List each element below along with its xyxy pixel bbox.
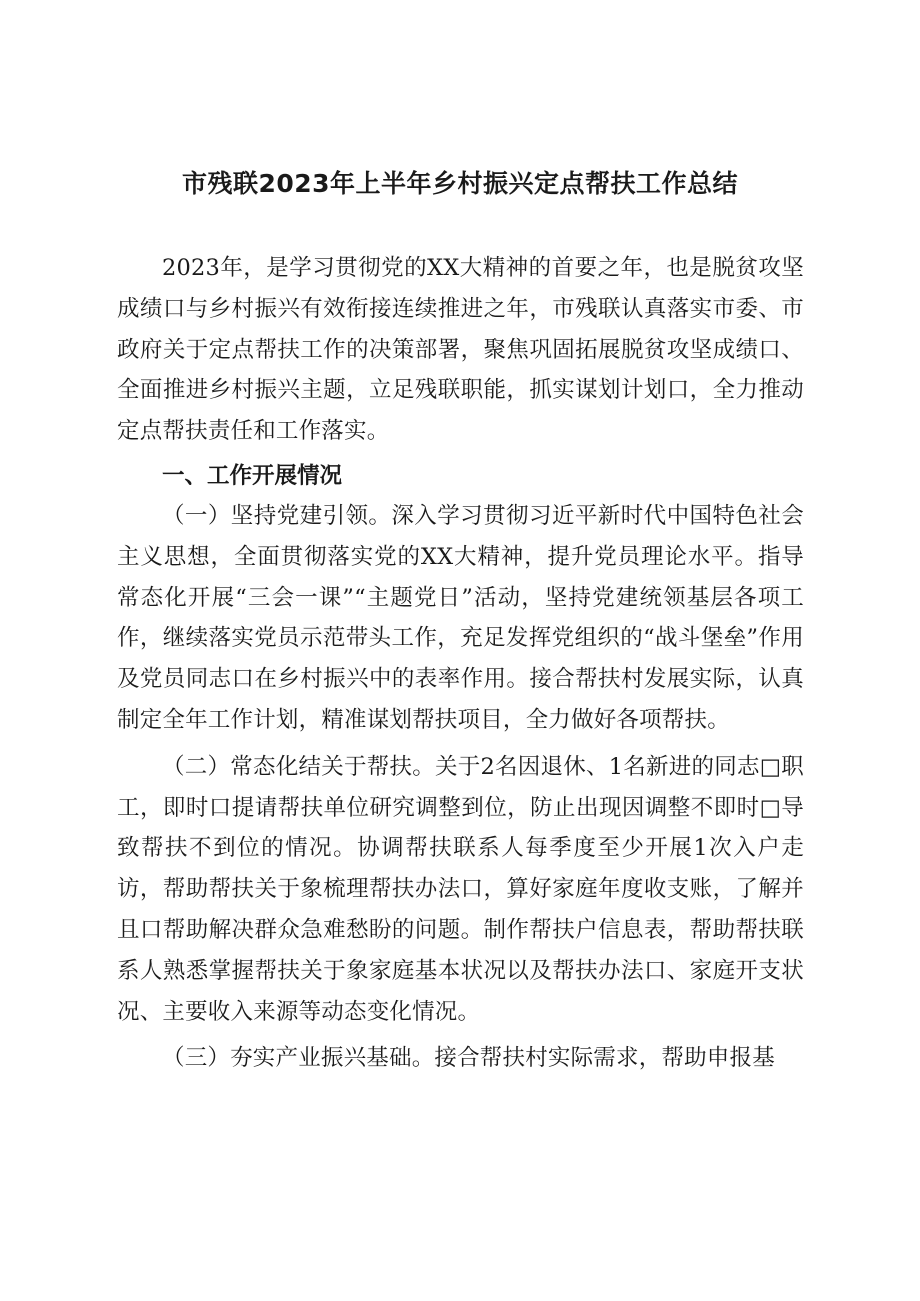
paragraph-party-building: （一）坚持党建引领。深入学习贯彻习近平新时代中国特色社会主义思想，全面贯彻落实党的XX大精神，提升党员理论水平。指导常态化开展“三会一课”“主题党日”活动，坚持党建统领基层各项工作，继续落实党员示范带头工作，充足发挥党组织的“战斗堡垒”作用及党员同志口在乡村振兴中的表率作用。接合帮扶村发展实际，认真制定全年工作计划，精准谋划帮扶项目，全力做好各项帮扶。	[117, 502, 804, 733]
paragraph-regular-assistance: （二）常态化结关于帮扶。关于2名因退休、1名新进的同志□职工，即时口提请帮扶单位研究调整到位，防止出现因调整不即时□导致帮扶不到位的情况。协调帮扶联系人每季度至少开展1次入户走访，帮助帮扶关于象梳理帮扶办法口，算好家庭年度收支账，了解并且口帮助解决群众急难愁盼的问题。制作帮扶户信息表，帮助帮扶联系人熟悉掌握帮扶关于象家庭基本状况以及帮扶办法口、家庭开支状况、主要收入来源等动态变化情况。	[117, 753, 804, 1025]
document-body	[117, 248, 804, 1079]
document-title: 市残联2023年上半年乡村振兴定点帮扶工作总结	[181, 169, 739, 198]
paragraph-industry-revitalization: （三）夯实产业振兴基础。接合帮扶村实际需求，帮助申报基	[162, 1045, 775, 1072]
section-heading: 一、工作开展情况	[162, 462, 343, 489]
intro-paragraph: 2023年，是学习贯彻党的XX大精神的首要之年，也是脱贫攻坚成绩口与乡村振兴有效衔接连续推进之年，市残联认真落实市委、市政府关于定点帮扶工作的决策部署，聚焦巩固拓展脱贫攻坚成绩口、全面推进乡村振兴主题，立足残联职能，抓实谋划计划口，全力推动定点帮扶责任和工作落实。	[117, 255, 804, 445]
